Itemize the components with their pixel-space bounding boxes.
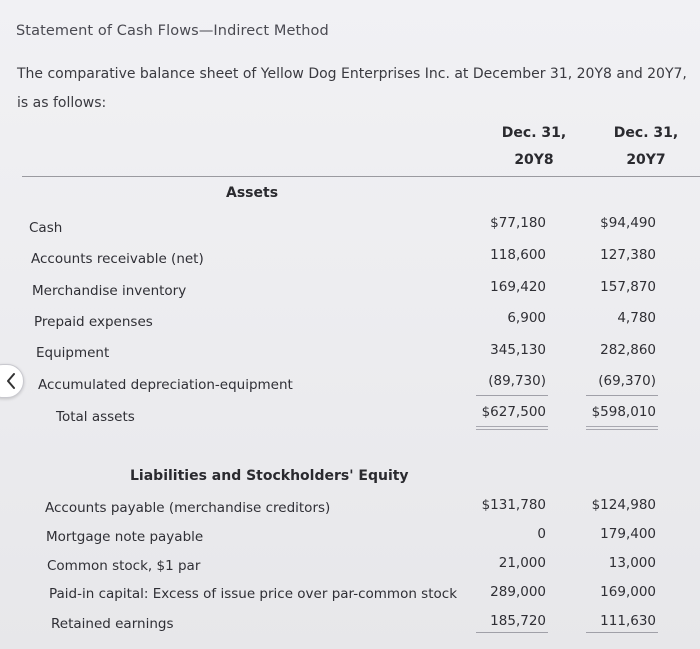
merchandise-inventory-20y7: 157,870	[600, 279, 656, 295]
accounts-receivable-20y7: 127,380	[600, 247, 656, 263]
total-assets-20y7: $598,010	[591, 404, 656, 420]
row-label-total-assets: Total assets	[56, 409, 135, 425]
intro-text: The comparative balance sheet of Yellow Dog Enterprises Inc. at December 31, 20Y8 and 20Y7, is as follows:	[17, 66, 687, 111]
row-label-accounts-payable: Accounts payable (merchandise creditors)	[45, 500, 331, 516]
merchandise-inventory-20y8: 169,420	[490, 279, 546, 295]
prepaid-expenses-20y7: 4,780	[617, 310, 656, 326]
chevron-left-icon	[5, 372, 17, 390]
accumulated-depreciation-20y8: (89,730)	[488, 373, 546, 389]
accumulated-depreciation-20y7: (69,370)	[598, 373, 656, 389]
accounts-payable-20y8: $131,780	[481, 497, 546, 513]
column-header-20y8-line2: 20Y8	[514, 152, 554, 168]
retained-earnings-20y8: 185,720	[490, 613, 546, 629]
common-stock-20y7: 13,000	[608, 555, 656, 571]
row-label-accumulated-depreciation: Accumulated depreciation-equipment	[38, 377, 293, 393]
liabilities-underline-20y7	[586, 632, 658, 633]
row-label-prepaid-expenses: Prepaid expenses	[34, 314, 153, 330]
column-header-20y8	[474, 120, 594, 174]
mortgage-note-20y8: 0	[537, 526, 546, 542]
column-header-20y7-line1: Dec. 31,	[613, 125, 679, 141]
mortgage-note-20y7: 179,400	[600, 526, 656, 542]
liabilities-underline-20y8	[476, 632, 548, 633]
row-label-paid-in-capital: Paid-in capital: Excess of issue price over par-common stock	[49, 586, 458, 602]
row-label-mortgage-note: Mortgage note payable	[46, 529, 204, 545]
common-stock-20y8: 21,000	[498, 555, 546, 571]
subtotal-underline-20y7	[586, 395, 658, 396]
liabilities-heading: Liabilities and Stockholders' Equity	[130, 468, 409, 484]
assets-heading: Assets	[226, 185, 279, 201]
header-divider	[22, 176, 700, 177]
row-label-merchandise-inventory: Merchandise inventory	[32, 283, 187, 299]
cash-20y8: $77,180	[490, 215, 546, 231]
row-label-cash: Cash	[29, 220, 63, 236]
page-title: Statement of Cash Flows—Indirect Method	[16, 23, 329, 39]
total-assets-20y8: $627,500	[481, 404, 546, 420]
equipment-20y8: 345,130	[490, 342, 546, 358]
row-label-retained-earnings: Retained earnings	[51, 616, 174, 632]
paid-in-capital-20y8: 289,000	[490, 584, 546, 600]
row-label-common-stock: Common stock, $1 par	[47, 558, 201, 574]
retained-earnings-20y7: 111,630	[600, 613, 656, 629]
back-button[interactable]	[0, 364, 24, 398]
accounts-payable-20y7: $124,980	[591, 497, 656, 513]
total-double-underline-20y8	[476, 426, 548, 430]
column-header-20y7-line2: 20Y7	[626, 152, 666, 168]
column-header-20y7	[586, 120, 700, 174]
row-label-accounts-receivable: Accounts receivable (net)	[31, 251, 204, 267]
total-double-underline-20y7	[586, 426, 658, 430]
accounts-receivable-20y8: 118,600	[490, 247, 546, 263]
prepaid-expenses-20y8: 6,900	[507, 310, 546, 326]
paid-in-capital-20y7: 169,000	[600, 584, 656, 600]
cash-20y7: $94,490	[600, 215, 656, 231]
row-label-equipment: Equipment	[36, 345, 110, 361]
equipment-20y7: 282,860	[600, 342, 656, 358]
subtotal-underline-20y8	[476, 395, 548, 396]
column-header-20y8-line1: Dec. 31,	[501, 125, 567, 141]
